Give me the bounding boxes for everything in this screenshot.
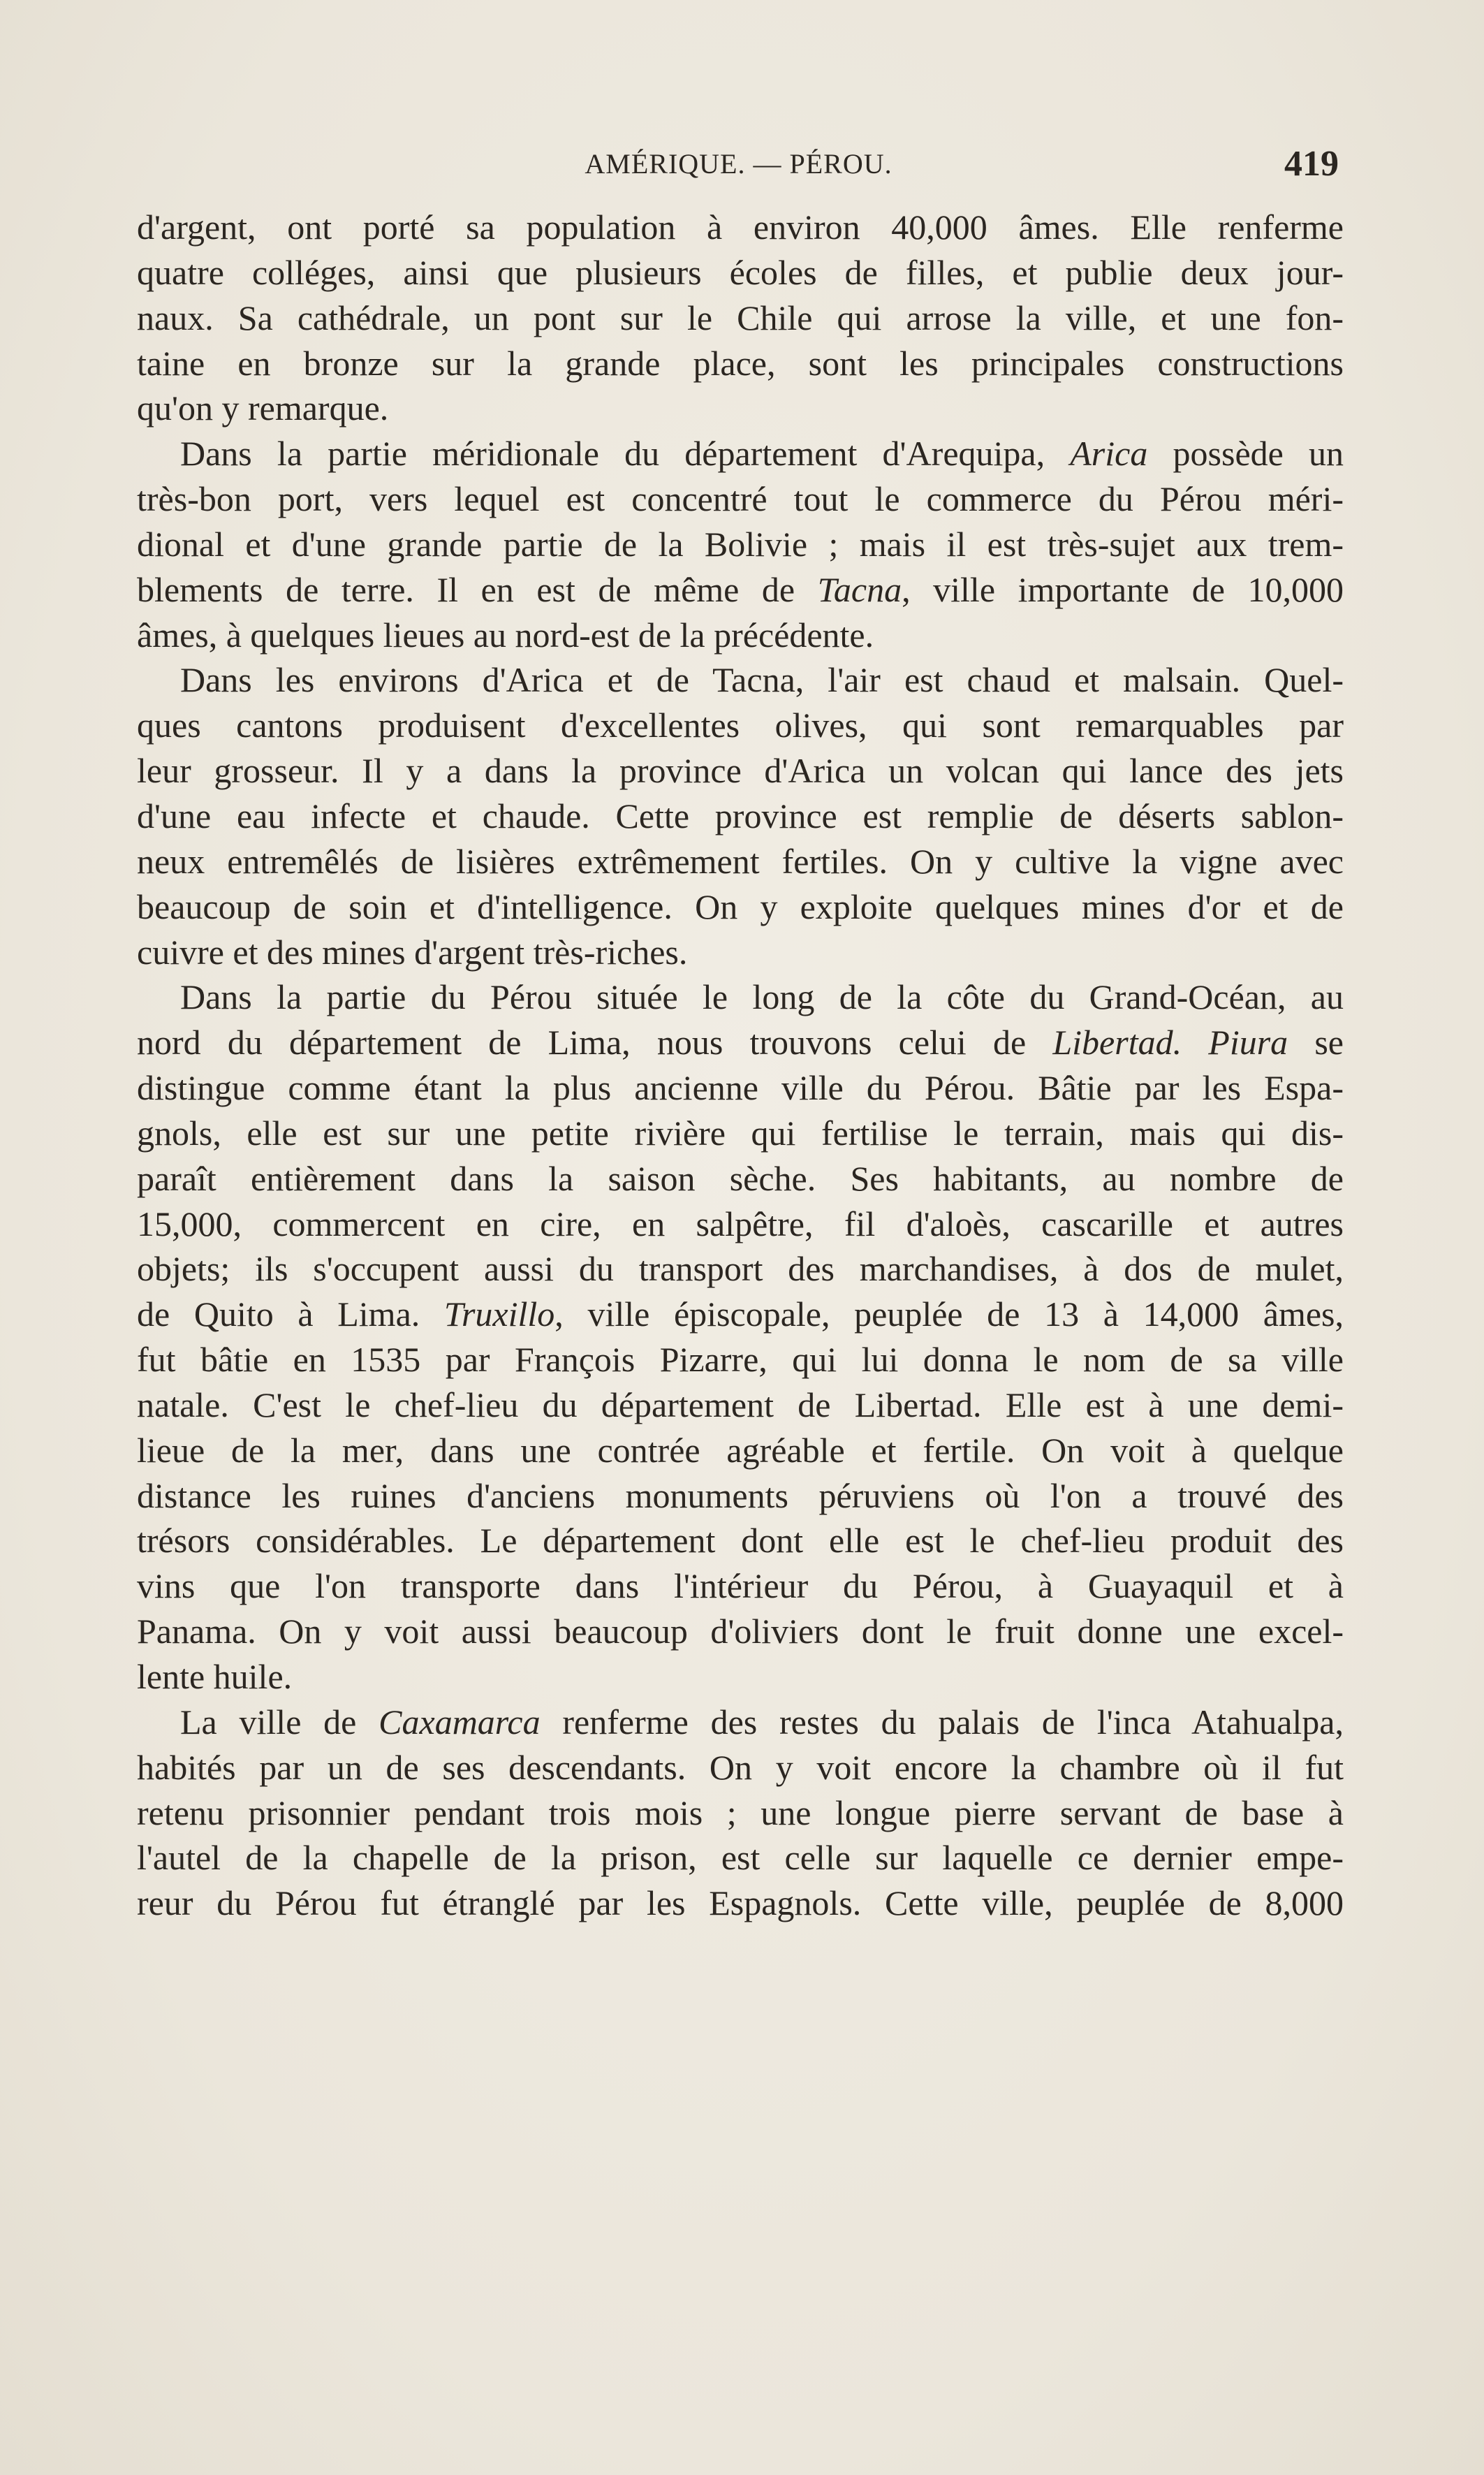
text-segment: leur grosseur. Il y a dans la province d'Arica un volcan qui lance des jets (137, 751, 1344, 791)
text-segment: taine en bronze sur la grande place, sont les principales constructions (137, 343, 1344, 383)
text-line (137, 1292, 1344, 1337)
text-segment: possède un (1147, 434, 1344, 474)
text-line (137, 1654, 1344, 1700)
text-segment: distance les ruines d'anciens monuments péruviens où l'on a trouvé des (137, 1475, 1344, 1515)
text-line (137, 1609, 1344, 1654)
text-segment: vins que l'on transporte dans l'intérieur du Pérou, à Guayaquil et à (137, 1566, 1344, 1606)
text-segment: , ville importante de 10,000 (902, 569, 1344, 609)
text-segment: reur du Pérou fut étranglé par les Espagnols. Cette ville, peuplée de 8,000 (137, 1883, 1344, 1923)
text-line (137, 1246, 1344, 1292)
text-line (137, 1428, 1344, 1473)
text-segment: âmes, à quelques lieues au nord-est de la précédente. (137, 615, 874, 655)
text-segment: naux. Sa cathédrale, un pont sur le Chile qui arrose la ville, et une fon- (137, 298, 1344, 337)
text-line (137, 1202, 1344, 1247)
running-title: AMÉRIQUE. — PÉROU. (585, 148, 892, 180)
text-segment: Panama. On y voit aussi beaucoup d'oliviers dont le fruit donne une excel- (137, 1612, 1344, 1651)
text-line (137, 1881, 1344, 1926)
text-line (137, 1700, 1344, 1745)
text-line (137, 1111, 1344, 1156)
text-segment: blements de terre. Il en est de même de (137, 569, 818, 609)
text-segment: lente huile. (137, 1657, 293, 1696)
text-segment: distingue comme étant la plus ancienne ville du Pérou. Bâtie par les Espa- (137, 1068, 1344, 1108)
text-line (137, 341, 1344, 386)
text-line (137, 431, 1344, 476)
text-line (137, 476, 1344, 522)
text-line (137, 295, 1344, 341)
body-text (137, 205, 1344, 1926)
running-head (133, 143, 1344, 185)
text-segment: quatre colléges, ainsi que plusieurs écoles de filles, et publie deux jour- (137, 252, 1344, 292)
text-segment: trésors considérables. Le département dont elle est le chef-lieu produit des (137, 1521, 1344, 1561)
text-line (137, 794, 1344, 839)
text-line (137, 1382, 1344, 1428)
text-segment: Dans la partie méridionale du département d'Arequipa, (180, 434, 1071, 474)
text-line (137, 974, 1344, 1020)
italic-name: Libertad. Piura (1052, 1023, 1288, 1063)
italic-name: Truxillo (443, 1294, 555, 1334)
text-line (137, 703, 1344, 748)
text-segment: Dans la partie du Pérou située le long de la côte du Grand-Océan, au (180, 977, 1344, 1017)
text-line (137, 1790, 1344, 1836)
text-line (137, 613, 1344, 658)
text-segment: nord du département de Lima, nous trouvons celui de (137, 1023, 1053, 1063)
text-line (137, 1065, 1344, 1111)
text-segment: gnols, elle est sur une petite rivière qui fertilise le terrain, mais qui dis- (137, 1113, 1344, 1153)
text-line (137, 1020, 1344, 1065)
text-segment: d'argent, ont porté sa population à environ 40,000 âmes. Elle renferme (137, 207, 1344, 247)
text-segment: neux entremêlés de lisières extrêmement fertiles. On y cultive la vigne avec (137, 841, 1344, 881)
text-line (137, 839, 1344, 884)
text-segment: habités par un de ses descendants. On y voit encore la chambre où il fut (137, 1747, 1344, 1787)
text-segment: retenu prisonnier pendant trois mois ; une longue pierre servant de base à (137, 1793, 1344, 1832)
text-line (137, 1835, 1344, 1881)
text-segment: objets; ils s'occupent aussi du transport des marchandises, à dos de mulet, (137, 1249, 1344, 1289)
text-segment: renferme des restes du palais de l'inca Atahualpa, (540, 1702, 1344, 1742)
text-segment: lieue de la mer, dans une contrée agréable et fertile. On voit à quelque (137, 1430, 1344, 1470)
text-segment: cuivre et des mines d'argent très-riches. (137, 932, 688, 972)
text-segment: fut bâtie en 1535 par François Pizarre, qui lui donna le nom de sa ville (137, 1340, 1344, 1380)
text-line (137, 205, 1344, 250)
text-segment: natale. C'est le chef-lieu du département de Libertad. Elle est à une demi- (137, 1385, 1344, 1424)
text-segment: La ville de (180, 1702, 379, 1742)
text-segment: l'autel de la chapelle de la prison, est celle sur laquelle ce dernier empe- (137, 1838, 1344, 1878)
text-line (137, 522, 1344, 567)
text-line (137, 1156, 1344, 1202)
text-segment: qu'on y remarque. (137, 388, 389, 428)
text-line (137, 1473, 1344, 1519)
text-line (137, 1518, 1344, 1563)
text-segment: de Quito à Lima. (137, 1294, 444, 1334)
text-segment: se (1288, 1023, 1344, 1063)
text-line (137, 884, 1344, 930)
text-line (137, 748, 1344, 794)
text-segment: ques cantons produisent d'excellentes olives, qui sont remarquables par (137, 706, 1344, 745)
text-line (137, 1745, 1344, 1790)
italic-name: Arica (1070, 434, 1148, 474)
text-line (137, 386, 1344, 431)
text-line (137, 657, 1344, 703)
italic-name: Tacna (817, 569, 902, 609)
text-segment: paraît entièrement dans la saison sèche. Ses habitants, au nombre de (137, 1158, 1344, 1198)
text-segment: d'une eau infecte et chaude. Cette province est remplie de déserts sablon- (137, 796, 1344, 835)
text-segment: Dans les environs d'Arica et de Tacna, l'air est chaud et malsain. Quel- (180, 660, 1344, 700)
italic-name: Caxamarca (379, 1702, 541, 1742)
text-line (137, 567, 1344, 613)
text-segment: 15,000, commercent en cire, en salpêtre, fil d'aloès, cascarille et autres (137, 1204, 1344, 1243)
text-segment: , ville épiscopale, peuplée de 13 à 14,000 âmes, (554, 1294, 1344, 1334)
text-segment: très-bon port, vers lequel est concentré tout le commerce du Pérou méri- (137, 479, 1344, 519)
text-line (137, 930, 1344, 975)
text-segment: dional et d'une grande partie de la Bolivie ; mais il est très-sujet aux trem- (137, 524, 1344, 564)
text-line (137, 1563, 1344, 1609)
text-segment: beaucoup de soin et d'intelligence. On y exploite quelques mines d'or et de (137, 886, 1344, 926)
page-number: 419 (1284, 144, 1339, 184)
text-line (137, 1337, 1344, 1382)
text-line (137, 250, 1344, 295)
